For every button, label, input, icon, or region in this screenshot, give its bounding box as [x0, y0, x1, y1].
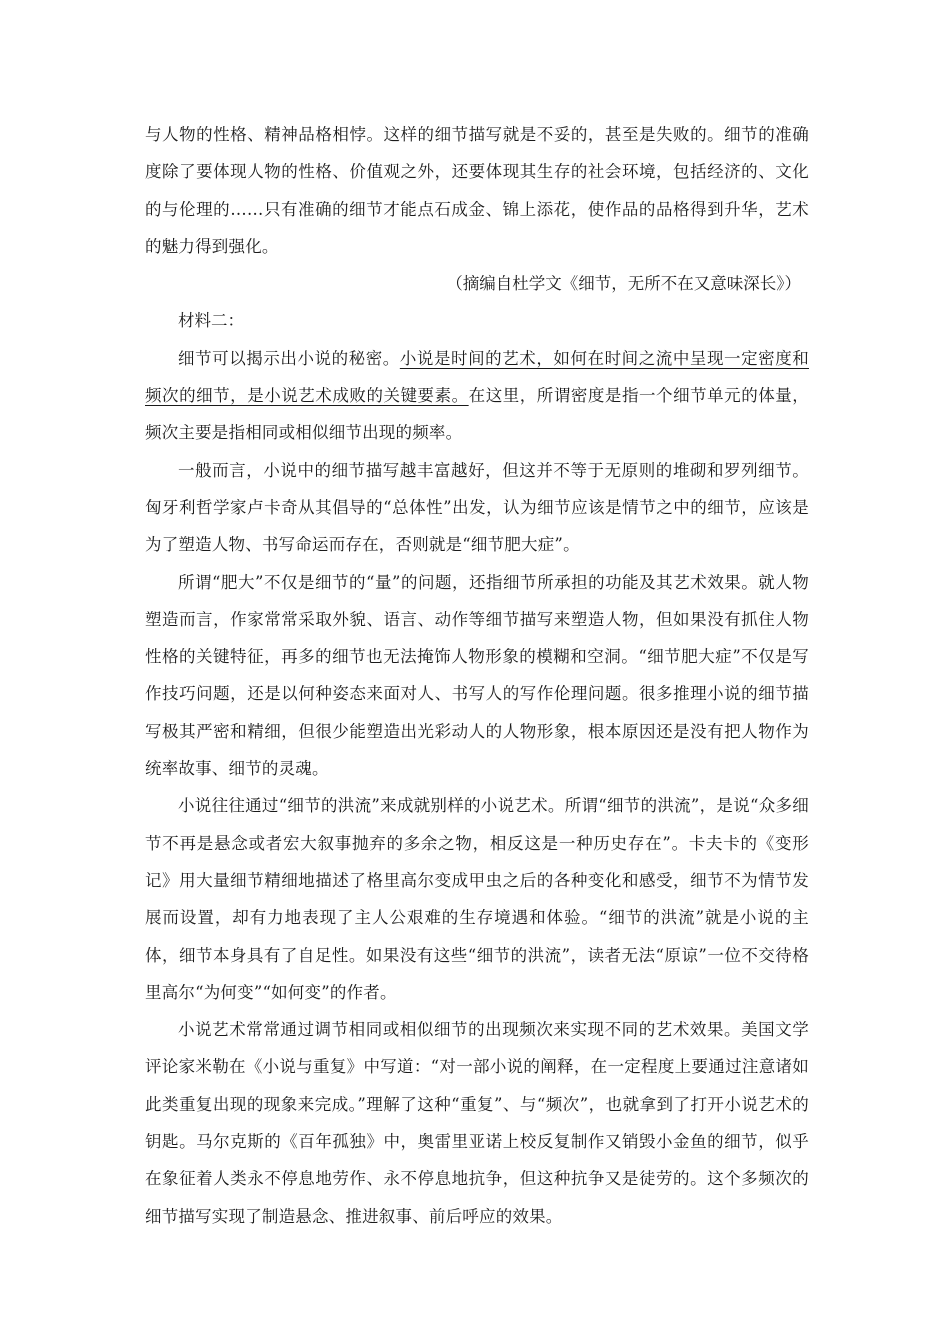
paragraph-2: 一般而言，小说中的细节描写越丰富越好，但这并不等于无原则的堆砌和罗列细节。匈牙利哲学家卢卡奇从其倡导的“总体性”出发，认为细节应该是情节之中的细节，应该是为了塑造人物、书写命运而存在，否则就是“细节肥大症”。 — [145, 460, 809, 555]
underlined-key-sentence: 小说是时间的艺术，如何在时间之流中呈现一定密度和频次的细节，是小说艺术成败的关键要素。 — [145, 348, 809, 406]
paragraph-3: 所谓“肥大”不仅是细节的“量”的问题，还指细节所承担的功能及其艺术效果。就人物塑造而言，作家常常采取外貌、语言、动作等细节描写来塑造人物，但如果没有抓住人物性格的关键特征，再多的细节也无法掩饰人物形象的模糊和空洞。“细节肥大症”不仅是写作技巧问题，还是以何种姿态来面对人、书写人的写作伦理问题。很多推理小说的细节描写极其严密和精细，但很少能塑造出光彩动人的人物形象，根本原因还是没有把人物作为统率故事、细节的灵魂。 — [145, 572, 809, 779]
paragraph-1-rest: 在这里，所谓密度是指一个细节单元的体量，频次主要是指相同或相似细节出现的频率。 — [145, 386, 809, 443]
paragraph-4: 小说往往通过“细节的洪流”来成就别样的小说艺术。所谓“细节的洪流”，是说“众多细节不再是悬念或者宏大叙事抛弃的多余之物，相反这是一种历史存在”。卡夫卡的《变形记》用大量细节精细地描述了格里高尔变成甲虫之后的各种变化和感受，细节不为情节发展而设置，却有力地表现了主人公艰难的生存境遇和体验。“细节的洪流”就是小说的主体，细节本身具有了自足性。如果没有这些“细节的洪流”，读者无法“原谅”一位不交待格里高尔“为何变”“如何变”的作者。 — [145, 796, 809, 1002]
paragraph-1 — [145, 340, 809, 452]
paragraph-1-lead: 细节可以揭示出小说的秘密。 — [178, 348, 400, 368]
source-citation: （摘编自杜学文《细节，无所不在又意味深长》） — [446, 274, 801, 294]
material-one-tail-paragraph: 与人物的性格、精神品格相悖。这样的细节描写就是不妥的，甚至是失败的。细节的准确度除了要体现人物的性格、价值观之外，还要体现其生存的社会环境，包括经济的、文化的与伦理的……只有准确的细节才能点石成金、锦上添花，使作品的品格得到升华，艺术的魅力得到强化。 — [145, 125, 809, 256]
material-two-heading: 材料二： — [178, 311, 244, 331]
article-body — [145, 116, 809, 1235]
paragraph-5: 小说艺术常常通过调节相同或相似细节的出现频次来实现不同的艺术效果。美国文学评论家米勒在《小说与重复》中写道：“对一部小说的阐释，在一定程度上要通过注意诸如此类重复出现的现象来完成。”理解了这种“重复”、与“频次”，也就拿到了打开小说艺术的钥匙。马尔克斯的《百年孤独》中，奥雷里亚诺上校反复制作又销毁小金鱼的细节，似乎在象征着人类永不停息地劳作、永不停息地抗争，但这种抗争又是徒劳的。这个多频次的细节描写实现了制造悬念、推进叙事、前后呼应的效果。 — [145, 1020, 809, 1226]
